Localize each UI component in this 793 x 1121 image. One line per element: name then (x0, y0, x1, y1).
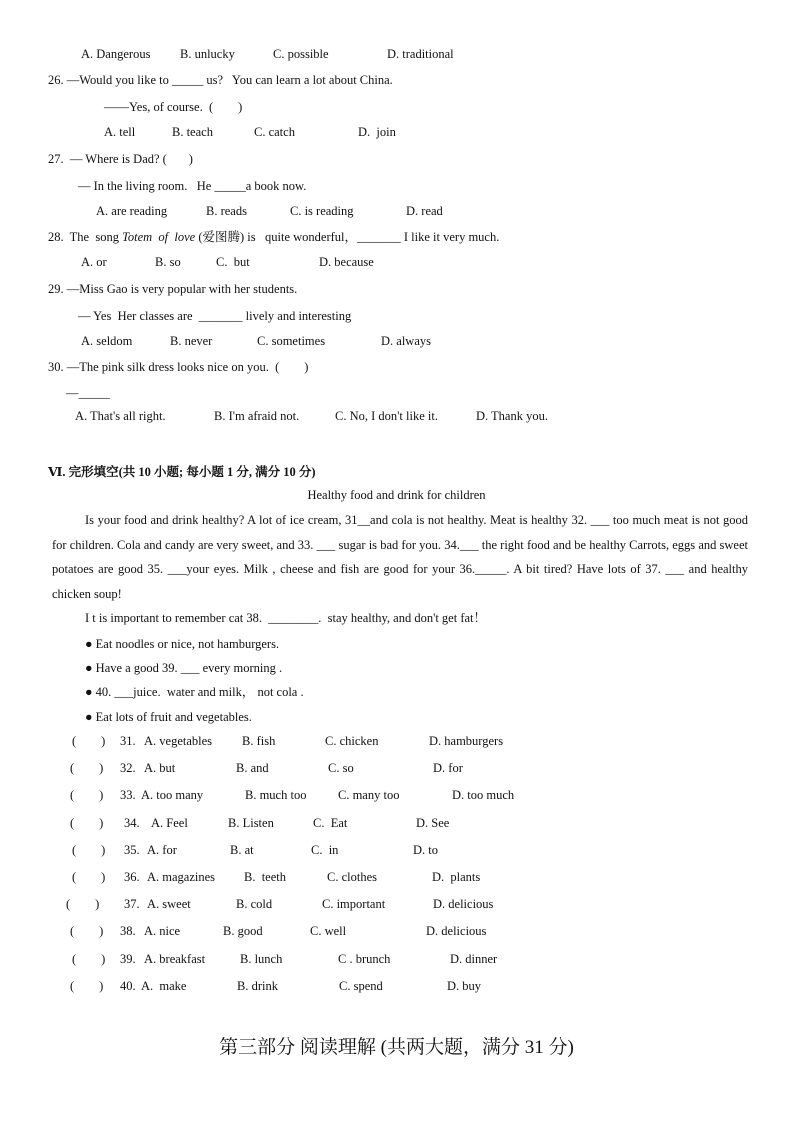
option-b[interactable]: B. fish (242, 734, 276, 748)
option-d[interactable]: D. delicious (433, 897, 494, 911)
q27-stem: 27. — Where is Dad? ( ) (48, 152, 193, 166)
q28-option-c[interactable]: C. but (216, 255, 250, 269)
option-d[interactable]: D. plants (432, 870, 481, 884)
question-number: 36. (124, 870, 140, 884)
q29-reply: — Yes Her classes are _______ lively and interesting (78, 309, 352, 323)
q27-option-c[interactable]: C. is reading (290, 204, 354, 218)
q25-option-c[interactable]: C. possible (273, 47, 329, 61)
q27-option-b[interactable]: B. reads (206, 204, 247, 218)
option-c[interactable]: C . brunch (338, 952, 391, 966)
answer-paren[interactable]: ( ) (72, 843, 106, 857)
option-b[interactable]: B. and (236, 761, 269, 775)
q27-reply: — In the living room. He _____a book now. (78, 179, 307, 193)
question-number: 31. (120, 734, 136, 748)
option-c[interactable]: C. Eat (313, 816, 348, 830)
option-d[interactable]: D. See (416, 816, 450, 830)
question-number: 37. (124, 897, 140, 911)
option-b[interactable]: B. much too (245, 788, 307, 802)
option-a[interactable]: A. Feel (151, 816, 188, 830)
question-number: 35. (124, 843, 140, 857)
q27-option-a[interactable]: A. are reading (96, 204, 168, 218)
q29-option-c[interactable]: C. sometimes (257, 334, 326, 348)
question-number: 39. (120, 952, 136, 966)
q28-song-title: Totem of love (122, 230, 196, 244)
q29-option-d[interactable]: D. always (381, 334, 431, 348)
answer-paren[interactable]: ( ) (70, 924, 104, 938)
q30-option-a[interactable]: A. That's all right. (75, 409, 166, 423)
option-c[interactable]: C. important (322, 897, 386, 911)
option-b[interactable]: B. at (230, 843, 254, 857)
option-b[interactable]: B. lunch (240, 952, 283, 966)
q30-reply: —_____ (66, 386, 110, 400)
option-a[interactable]: A. make (141, 979, 187, 993)
option-a[interactable]: A. too many (141, 788, 204, 802)
answer-paren[interactable]: ( ) (70, 761, 104, 775)
answer-paren[interactable]: ( ) (72, 734, 106, 748)
option-b[interactable]: B. cold (236, 897, 273, 911)
q26-reply: ——Yes, of course. ( ) (104, 100, 243, 114)
option-b[interactable]: B. teeth (244, 870, 287, 884)
option-c[interactable]: C. well (310, 924, 347, 938)
option-c[interactable]: C. many too (338, 788, 400, 802)
option-d[interactable]: D. hamburgers (429, 734, 504, 748)
option-c[interactable]: C. clothes (327, 870, 377, 884)
question-number: 38. (120, 924, 136, 938)
q29-stem: 29. —Miss Gao is very popular with her students. (48, 282, 298, 296)
passage-bullet: ● Have a good 39. ___ every morning . (85, 661, 283, 675)
q28-stem (48, 229, 499, 245)
option-d[interactable]: D. delicious (426, 924, 487, 938)
passage-bullet: ● Eat noodles or nice, not hamburgers. (85, 637, 280, 651)
option-c[interactable]: C. so (328, 761, 354, 775)
part3-heading: 第三部分 阅读理解 (共两大题，满分 31 分) (219, 1037, 574, 1058)
q28-option-b[interactable]: B. so (155, 255, 181, 269)
question-number: 32. (120, 761, 136, 775)
answer-paren[interactable]: ( ) (72, 952, 106, 966)
option-b[interactable]: B. good (223, 924, 263, 938)
q27-option-d[interactable]: D. read (406, 204, 443, 218)
option-d[interactable]: D. dinner (450, 952, 498, 966)
option-a[interactable]: A. vegetables (144, 734, 213, 748)
passage-paragraph-2: I t is important to remember cat 38. ________. stay healthy, and don't get fat！ (85, 611, 487, 625)
q28-option-d[interactable]: D. because (319, 255, 374, 269)
q25-option-d[interactable]: D. traditional (387, 47, 454, 61)
option-a[interactable]: A. for (147, 843, 177, 857)
q30-option-d[interactable]: D. Thank you. (476, 409, 548, 423)
option-a[interactable]: A. breakfast (144, 952, 206, 966)
q28-suffix: (爱图腾) is quite wonderful，_______ I like it very much. (195, 230, 500, 244)
option-b[interactable]: B. Listen (228, 816, 274, 830)
passage-title: Healthy food and drink for children (307, 488, 486, 502)
option-a[interactable]: A. sweet (147, 897, 191, 911)
option-c[interactable]: C. spend (339, 979, 383, 993)
q26-option-a[interactable]: A. tell (104, 125, 136, 139)
section6-heading: Ⅵ. 完形填空(共 10 小题; 每小题 1 分, 满分 10 分) (48, 465, 316, 479)
option-d[interactable]: D. for (433, 761, 463, 775)
answer-paren[interactable]: ( ) (66, 897, 100, 911)
option-a[interactable]: A. but (144, 761, 176, 775)
option-c[interactable]: C. chicken (325, 734, 379, 748)
q30-option-c[interactable]: C. No, I don't like it. (335, 409, 438, 423)
q26-option-b[interactable]: B. teach (172, 125, 213, 139)
passage-paragraph-1: Is your food and drink healthy? A lot of ice cream, 31__and cola is not healthy. Meat is healthy 32. ___ too much meat is not good for children. Cola and candy are very sweet, and 33. ___ sugar is bad for you. 34.___ the right food and be healthy Carrots, eggs and sweet potatoes are good 35. ___your eyes. Milk , cheese and fish are good for your 36._____. A bit tired? Have lots of 37. ___ and healthy chicken soup! (52, 513, 748, 601)
answer-paren[interactable]: ( ) (72, 870, 106, 884)
q26-option-d[interactable]: D. join (358, 125, 396, 139)
question-number: 34. (124, 816, 140, 830)
option-d[interactable]: D. to (413, 843, 438, 857)
q26-stem: 26. —Would you like to _____ us? You can learn a lot about China. (48, 73, 393, 87)
q28-prefix: 28. The song (48, 230, 123, 244)
answer-paren[interactable]: ( ) (70, 979, 104, 993)
q29-option-a[interactable]: A. seldom (81, 334, 133, 348)
passage-bullet: ● 40. ___juice. water and milk， not cola . (85, 685, 304, 699)
q30-stem: 30. —The pink silk dress looks nice on you. ( ) (48, 360, 309, 374)
passage-bullet: ● Eat lots of fruit and vegetables. (85, 710, 252, 724)
q28-option-a[interactable]: A. or (81, 255, 107, 269)
option-a[interactable]: A. magazines (147, 870, 216, 884)
answer-paren[interactable]: ( ) (70, 816, 104, 830)
option-d[interactable]: D. buy (447, 979, 482, 993)
question-number: 33. (120, 788, 136, 802)
q26-option-c[interactable]: C. catch (254, 125, 295, 139)
option-d[interactable]: D. too much (452, 788, 515, 802)
option-c[interactable]: C. in (311, 843, 339, 857)
option-b[interactable]: B. drink (237, 979, 278, 993)
question-number: 40. (120, 979, 136, 993)
answer-paren[interactable]: ( ) (70, 788, 104, 802)
option-a[interactable]: A. nice (144, 924, 181, 938)
q29-option-b[interactable]: B. never (170, 334, 213, 348)
q25-option-b[interactable]: B. unlucky (180, 47, 235, 61)
q30-option-b[interactable]: B. I'm afraid not. (214, 409, 300, 423)
q25-option-a[interactable]: A. Dangerous (81, 47, 151, 61)
